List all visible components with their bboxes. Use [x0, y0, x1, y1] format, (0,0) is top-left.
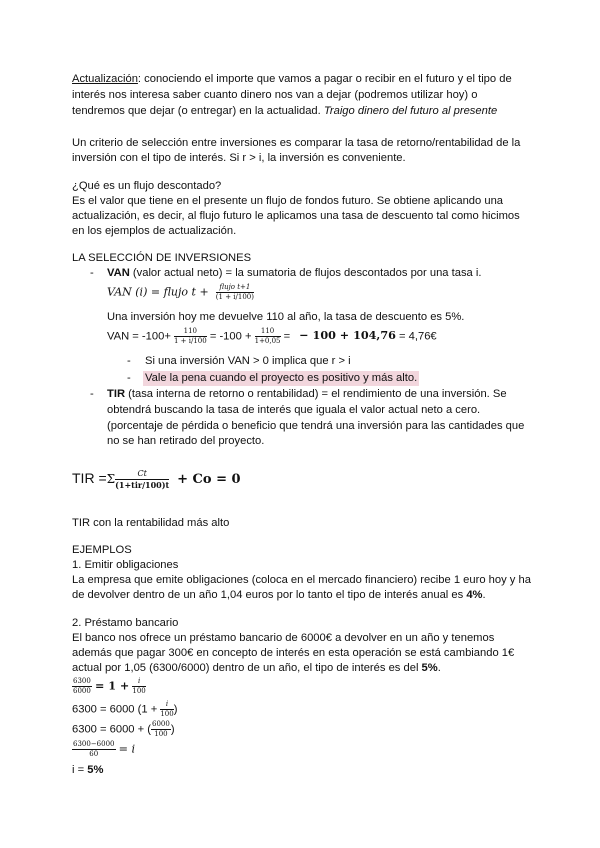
eq-text: ) [173, 703, 178, 716]
denominator: 1+0,05 [254, 337, 281, 345]
eq-text: = i [118, 742, 136, 756]
denominator: 100 [132, 687, 146, 695]
example-2-title: 2. Préstamo bancario [72, 617, 179, 629]
example-2-line-2: además que pagar 300€ en concepto de interés en esta operación se está cambiando 1€ [72, 647, 515, 659]
fraction-numerator: flujo t+1 [216, 283, 254, 293]
tir-line-4: no se han retirado del proyecto. [107, 435, 265, 447]
denominator: 1 + i/100 [173, 337, 207, 345]
criterio-line-1: Un criterio de selección entre inversiones es comparar la tasa de retorno/rentabilidad de la [72, 137, 521, 149]
sub-bullet-1: Si una inversión VAN > 0 implica que r > i [145, 355, 351, 367]
result-bold: 5% [87, 764, 104, 776]
formula-right: + Co = 0 [177, 472, 241, 488]
numerator: Ct [115, 469, 169, 480]
fraction-denominator: (1 + i/100) [215, 293, 254, 301]
rate-bold: 4% [466, 589, 483, 601]
tir-label: TIR [107, 388, 126, 400]
denominator: (1+tir/100)t [115, 480, 170, 490]
flujo-question: ¿Qué es un flujo descontado? [72, 180, 222, 192]
eq1-fraction-2 [132, 677, 145, 696]
calc-text: = [283, 330, 291, 343]
eq-text: = 1 + [94, 678, 130, 693]
tir-line-3: (porcentaje de pérdida o beneficio que tendrá una inversión para las cantidades que [107, 420, 525, 432]
eq3-fraction [151, 720, 171, 739]
equation-4 [72, 740, 135, 759]
formula-text: VAN (i) = flujo t + [107, 285, 209, 299]
example-1-title: 1. Emitir obligaciones [72, 559, 179, 571]
bullet-dash: - [127, 355, 131, 367]
actualizacion-line-3 [72, 105, 497, 118]
eq4-fraction [72, 740, 116, 759]
numerator: 6300 [73, 677, 91, 685]
rate-bold: 5% [421, 662, 438, 674]
van-calculation [107, 327, 437, 346]
actualizacion-line-1 [72, 73, 512, 86]
result-line [72, 764, 103, 777]
text: i = [72, 764, 88, 776]
numerator: i [160, 700, 173, 710]
van-definition [107, 267, 481, 280]
flujo-line-3: en los ejemplos de actualización. [72, 225, 237, 237]
example-1-line-2 [72, 589, 486, 602]
bullet-dash: - [127, 372, 131, 384]
tir-line-2: obtendrá buscando la tasa de interés que iguala el valor actual neto a cero. [107, 404, 481, 416]
sub-bullet-2-highlighted: Vale la pena cuando el proyecto es positivo y más alto. [145, 372, 418, 384]
text: de devolver dentro de un año 1,04 euros por lo tanto el tipo de interés anual es [72, 589, 467, 601]
flujo-line-2: actualización, es decir, al flujo futuro le aplicamos una tasa de descuento tal como hicimos [72, 210, 520, 222]
numerator: 6300−6000 [73, 740, 115, 748]
text: : conociendo el importe que vamos a pagar o recibir en el futuro y el tipo de [137, 73, 512, 85]
text: tendremos que dejar (o entregar) en la actualidad. [72, 105, 324, 117]
eq2-fraction [160, 700, 173, 719]
bullet-dash: - [90, 267, 94, 279]
text: . [437, 662, 441, 674]
denominator: 60 [89, 750, 99, 758]
numerator: i [132, 677, 145, 687]
equation-2 [72, 700, 177, 719]
bullet-dash: - [90, 388, 94, 400]
calc-text: VAN = -100+ [107, 330, 171, 343]
van-formula [107, 283, 254, 302]
text: (tasa interna de retorno o rentabilidad) = el rendimiento de una inversión. Se [125, 388, 507, 400]
formula-fraction [216, 283, 254, 302]
criterio-line-2: inversión con el tipo de interés. Si r > i, la inversión es conveniente. [72, 152, 406, 164]
text: (valor actual neto) = la sumatoria de flujos descontados por una tasa i. [129, 267, 482, 279]
van-example: Una inversión hoy me devuelve 110 al año, la tasa de descuento es 5%. [107, 311, 465, 323]
numerator: 110 [255, 327, 281, 337]
equation-3 [72, 720, 175, 739]
text: . [482, 589, 486, 601]
eq-text: 6300 = 6000 + ( [72, 723, 152, 736]
tir-definition [107, 388, 507, 401]
eq-text: ) [170, 723, 175, 736]
calc-fraction-2 [255, 327, 281, 346]
formula-left: TIR = [72, 470, 107, 487]
calc-result: = 4,76€ [399, 330, 437, 343]
tir-note: TIR con la rentabilidad más alto [72, 517, 230, 529]
example-2-line-1: El banco nos ofrece un préstamo bancario de 6000€ a devolver en un año y tenemos [72, 632, 495, 644]
van-label: VAN [107, 267, 130, 279]
calc-fraction-1 [174, 327, 207, 346]
italic-note: Traigo dinero del futuro al presente [323, 105, 498, 117]
eq-text: 6300 = 6000 (1 + [72, 703, 158, 716]
text: actual por 1,05 (6300/6000) dentro de un año, el tipo de interés es del [72, 662, 422, 674]
example-2-line-3 [72, 662, 441, 675]
tir-formula [72, 469, 241, 490]
numerator: 110 [174, 327, 207, 337]
sigma-symbol: Σ [106, 472, 116, 487]
numerator: 6000 [152, 720, 170, 728]
denominator: 100 [154, 730, 168, 738]
calc-text: = -100 + [209, 330, 252, 343]
term-actualizacion: Actualización [72, 73, 138, 85]
example-1-line-1: La empresa que emite obligaciones (coloca en el mercado financiero) recibe 1 euro hoy y ha [72, 574, 531, 586]
tir-fraction [115, 469, 169, 490]
flujo-line-1: Es el valor que tiene en el presente un flujo de fondos futuro. Se obtiene aplicando una [72, 195, 504, 207]
calc-bold: − 100 + 104,76 [299, 328, 396, 343]
actualizacion-line-2: interés nos interesa saber cuanto dinero nos van a dejar (podremos utilizar hoy) o [72, 89, 478, 101]
denominator: 100 [160, 710, 174, 718]
section-heading: LA SELECCIÓN DE INVERSIONES [72, 252, 252, 264]
examples-heading: EJEMPLOS [72, 544, 132, 556]
equation-1 [72, 677, 146, 696]
denominator: 6000 [73, 687, 91, 695]
eq1-fraction [72, 677, 92, 696]
